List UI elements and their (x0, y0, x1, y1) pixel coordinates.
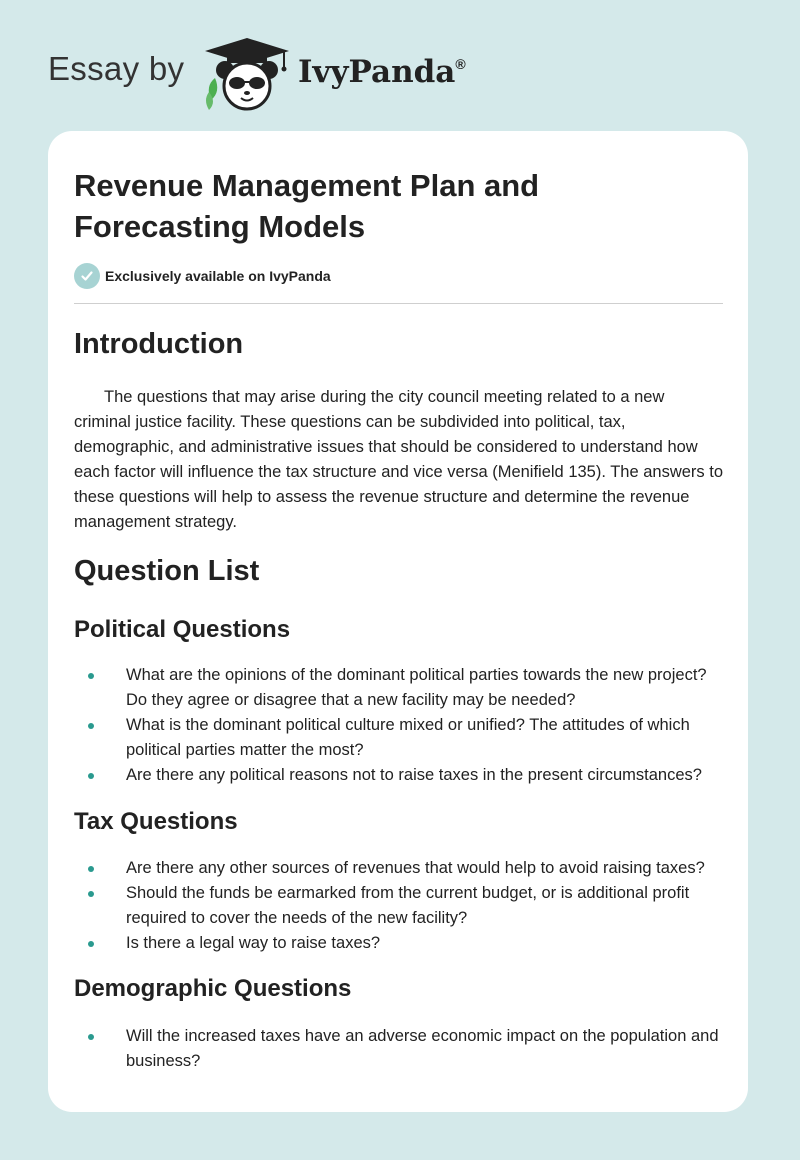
bullet-icon (88, 1034, 94, 1040)
list-item-text: Is there a legal way to raise taxes? (126, 934, 381, 952)
introduction-paragraph: The questions that may arise during the city council meeting related to a new criminal justice facility. These questions can be subdivided into political, tax, demographic, and administrative issues that should be considered to understand how each factor will influence the tax structure and vice versa (Menifield 135). The answers to these questions will help to assess the revenue structure and determine the revenue management strategy. (74, 388, 724, 531)
bullet-icon (88, 723, 94, 729)
list-item-text: Are there any political reasons not to raise taxes in the present circumstances? (126, 766, 702, 784)
page-title (74, 165, 539, 247)
logo-text: IvyPanda (298, 54, 456, 90)
checkmark-icon (74, 263, 100, 289)
exclusive-badge (74, 263, 331, 289)
bullet-icon (88, 673, 94, 679)
title-line-2: Forecasting Models (74, 209, 366, 244)
list-item-text: What are the opinions of the dominant political parties towards the new project? Do they agree or disagree that a new facility may be needed? (126, 666, 707, 709)
list-item (74, 713, 723, 763)
registered-mark: ® (455, 56, 466, 72)
list-item (74, 881, 723, 931)
essay-by-label: Essay by (48, 50, 185, 87)
list-item-text: What is the dominant political culture mixed or unified? The attitudes of which political parties matter the most? (126, 716, 690, 759)
divider (74, 303, 723, 304)
list-item (74, 663, 723, 713)
bullet-icon (88, 866, 94, 872)
political-questions-list (74, 663, 723, 788)
essay-card (48, 131, 748, 1112)
site-header (48, 34, 548, 114)
list-item (74, 931, 723, 956)
panda-logo-icon[interactable] (201, 34, 293, 112)
demographic-questions-heading: Demographic Questions (74, 975, 352, 1002)
list-item-text: Will the increased taxes have an adverse economic impact on the population and business? (126, 1027, 719, 1070)
list-item (74, 1024, 723, 1074)
introduction-heading: Introduction (74, 328, 244, 360)
badge-text: Exclusively available on IvyPanda (105, 268, 331, 284)
list-item (74, 856, 723, 881)
demographic-questions-list (74, 1024, 723, 1074)
tax-questions-list (74, 856, 723, 956)
tax-questions-heading: Tax Questions (74, 808, 238, 835)
list-item-text: Should the funds be earmarked from the current budget, or is additional profit required to cover the needs of the new facility? (126, 884, 690, 927)
list-item-text: Are there any other sources of revenues that would help to avoid raising taxes? (126, 859, 705, 877)
bullet-icon (88, 941, 94, 947)
bullet-icon (88, 891, 94, 897)
question-list-heading: Question List (74, 555, 260, 587)
title-line-1: Revenue Management Plan and (74, 168, 540, 203)
list-item (74, 763, 723, 788)
bullet-icon (88, 773, 94, 779)
political-questions-heading: Political Questions (74, 616, 291, 643)
ivypanda-wordmark[interactable] (298, 54, 466, 90)
